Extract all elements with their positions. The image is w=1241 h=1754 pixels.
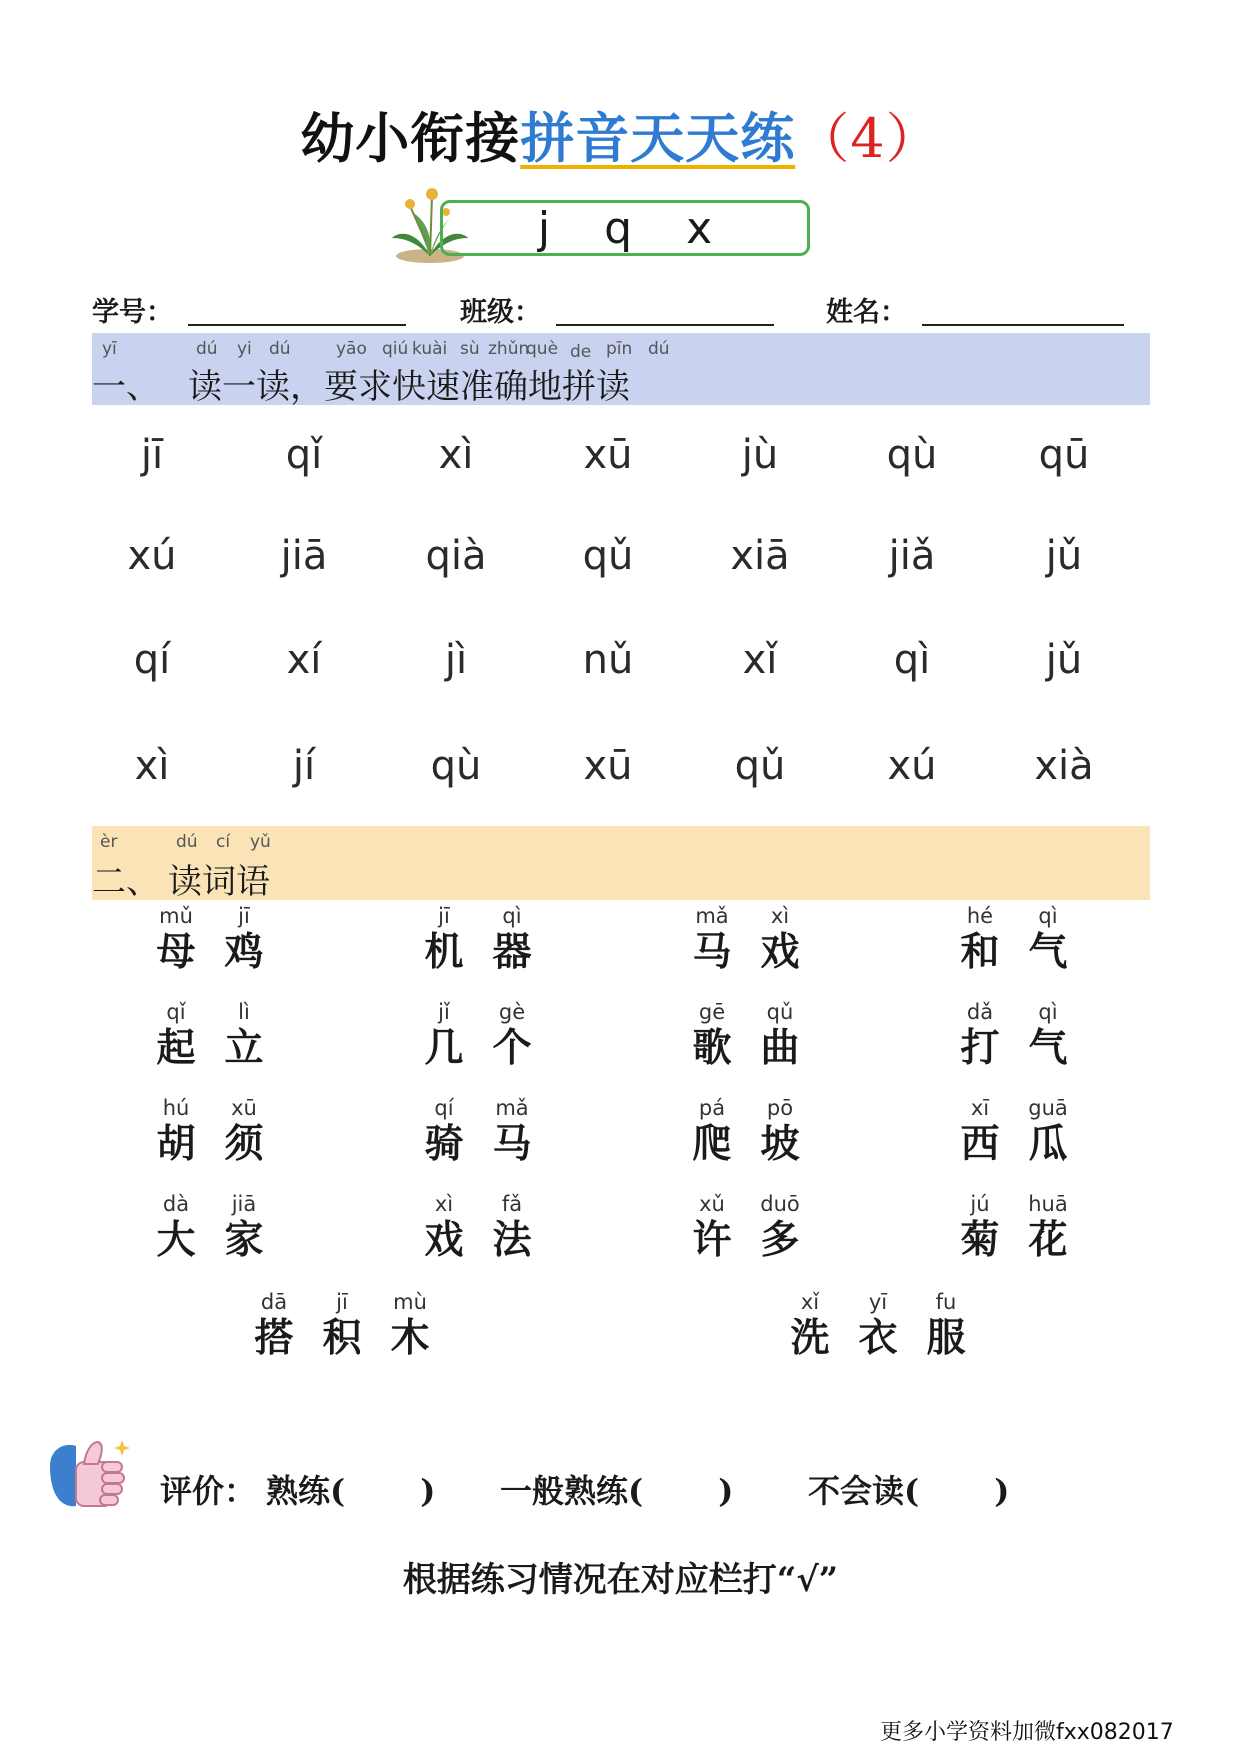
word-pinyin: hé [966,904,994,928]
word-hanzi: 打 [960,1025,1000,1071]
student-no-label: 学号： [92,297,173,328]
section1-title-pinyin: dú [648,339,670,359]
eval-option-average[interactable]: 一般熟练( ) [500,1472,734,1510]
word-pinyin: gè [498,1000,526,1024]
word-pinyin: jī [238,904,250,928]
pinyin-item: qì [893,637,931,683]
word-pinyin: fǎ [501,1192,523,1216]
pinyin-item: xū [583,432,633,478]
pinyin-item: xú [887,743,937,789]
word-pinyin: qǐ [166,1000,186,1024]
word-hanzi: 服 [926,1315,966,1361]
name-field[interactable] [922,324,1124,326]
word-hanzi: 鸡 [224,929,264,975]
thumbs-up-icon [46,1436,132,1514]
word-hanzi: 马 [492,1121,532,1167]
word-pinyin: jú [970,1192,990,1216]
word-pinyin: pō [766,1096,794,1120]
word-hanzi: 胡 [156,1121,196,1167]
word-hanzi: 坡 [760,1121,800,1167]
section1-title-pinyin: dú [196,339,218,359]
word-pinyin: xǐ [800,1290,820,1314]
pinyin-item: xū [583,743,633,789]
section1-title: 读一读，要求快速准确地拼读 [188,367,630,407]
word-pinyin: xī [970,1096,990,1120]
word-pinyin: mù [393,1290,427,1314]
word-hanzi: 搭 [254,1315,294,1361]
word-hanzi: 曲 [760,1025,800,1071]
word-pinyin: qì [1038,904,1058,928]
word-pinyin: xǔ [699,1192,725,1216]
student-no-field[interactable] [188,324,406,326]
section2-title: 读词语 [168,862,270,902]
pinyin-item: qù [430,743,482,789]
section2-title-pinyin: dú [176,832,198,852]
section1-title-pinyin: qiú [382,339,409,359]
section1-title-pinyin: dú [269,339,291,359]
pinyin-item: jiǎ [888,533,936,579]
word-hanzi: 洗 [790,1315,830,1361]
pinyin-item: jǔ [1045,533,1083,579]
title-part1: 幼小衔接 [300,106,521,170]
word-hanzi: 法 [492,1217,532,1263]
word-hanzi: 个 [492,1025,532,1071]
section2-title-pinyin: cí [216,832,231,852]
pinyin-item: xí [286,637,322,683]
word-pinyin: dā [260,1290,288,1314]
section1-title-pinyin: yi [237,339,252,359]
word-hanzi: 马 [692,929,732,975]
pinyin-item: xì [438,432,474,478]
word-hanzi: 菊 [960,1217,1000,1263]
word-hanzi: 爬 [692,1121,732,1167]
section1-title-pinyin: què [526,339,559,359]
name-label: 姓名： [826,297,907,328]
word-hanzi: 家 [224,1217,264,1263]
section1-title-pinyin: pīn [606,339,633,359]
section1-num: 一、 [92,367,160,407]
word-pinyin: guā [1028,1096,1068,1120]
word-hanzi: 许 [692,1217,732,1263]
pinyin-item: xiā [730,533,790,579]
word-hanzi: 机 [424,929,464,975]
word-pinyin: yī [868,1290,888,1314]
class-field[interactable] [556,324,774,326]
word-pinyin: dǎ [966,1000,994,1024]
pinyin-item: qū [1038,432,1090,478]
word-hanzi: 气 [1028,929,1068,975]
word-pinyin: qì [502,904,522,928]
word-pinyin: qì [1038,1000,1058,1024]
pinyin-item: xǐ [742,637,778,683]
pinyin-item: qù [886,432,938,478]
word-hanzi: 起 [156,1025,196,1071]
title-part3: （4） [795,107,941,170]
word-pinyin: mǎ [695,904,729,928]
word-pinyin: xì [434,1192,454,1216]
pinyin-item: xià [1034,743,1094,789]
word-pinyin: mǔ [159,904,193,928]
page-title [0,96,1241,173]
section1-num-pinyin: yī [102,339,117,359]
section1-title-pinyin: sù [460,339,480,359]
word-hanzi: 木 [390,1315,430,1361]
word-pinyin: duō [760,1192,800,1216]
word-pinyin: xì [770,904,790,928]
pinyin-item: jǔ [1045,637,1083,683]
section2-num-pinyin: èr [100,832,118,852]
section1-title-pinyin: de [570,342,592,362]
section2-header [92,826,1150,900]
pinyin-item: jù [741,432,779,478]
word-pinyin: hú [162,1096,190,1120]
word-pinyin: pá [698,1096,726,1120]
word-hanzi: 西 [960,1121,1000,1167]
word-pinyin: jī [438,904,450,928]
letters-box [440,200,810,256]
word-hanzi: 衣 [858,1315,898,1361]
word-hanzi: 瓜 [1028,1121,1068,1167]
instruction-text: 根据练习情况在对应栏打“√” [402,1560,839,1600]
word-hanzi: 气 [1028,1025,1068,1071]
word-pinyin: jǐ [438,1000,450,1024]
word-hanzi: 积 [322,1315,362,1361]
section2-title-pinyin: yǔ [250,832,271,852]
pinyin-item: qǔ [734,743,786,789]
word-hanzi: 几 [424,1025,464,1071]
word-hanzi: 器 [492,929,532,975]
pinyin-item: jì [444,637,468,683]
title-part2: 拼音天天练 [520,106,796,170]
word-pinyin: jiā [231,1192,257,1216]
footer-text: 更多小学资料加微fxx082017 [880,1720,1174,1745]
word-hanzi: 立 [224,1025,264,1071]
word-hanzi: 骑 [424,1121,464,1167]
word-pinyin: qí [434,1096,454,1120]
word-pinyin: huā [1028,1192,1068,1216]
letter-x: x [686,202,713,254]
word-hanzi: 母 [156,929,196,975]
section1-header [92,333,1150,405]
word-hanzi: 和 [960,929,1000,975]
pinyin-item: jī [140,432,164,478]
pinyin-item: qí [133,637,171,683]
pinyin-item: xì [134,743,170,789]
letter-j: j [537,202,551,254]
word-pinyin: qǔ [766,1000,794,1024]
pinyin-item: nǔ [582,637,634,683]
word-hanzi: 须 [224,1121,264,1167]
pinyin-item: jiā [280,533,328,579]
pinyin-item: qǐ [285,432,323,478]
eval-option-cannot[interactable]: 不会读( ) [808,1472,1010,1510]
word-hanzi: 多 [760,1217,800,1263]
section1-title-pinyin: yāo [336,339,367,359]
word-pinyin: jī [336,1290,348,1314]
pinyin-item: qǔ [582,533,634,579]
word-pinyin: mǎ [495,1096,529,1120]
word-hanzi: 歌 [692,1025,732,1071]
word-hanzi: 花 [1028,1217,1068,1263]
word-hanzi: 戏 [424,1217,464,1263]
class-label: 班级： [460,297,541,328]
word-hanzi: 戏 [760,929,800,975]
pinyin-item: qià [425,533,487,579]
section2-num: 二、 [92,862,160,902]
eval-option-fluent[interactable]: 熟练( ) [266,1472,436,1510]
word-pinyin: fu [935,1290,957,1314]
letter-q: q [604,202,633,254]
word-pinyin: xū [231,1096,257,1120]
pinyin-item: jí [292,743,316,789]
word-hanzi: 大 [156,1217,196,1263]
section1-title-pinyin: zhǔn [488,339,530,359]
word-pinyin: gē [698,1000,726,1024]
pinyin-item: xú [127,533,177,579]
evaluation-label: 评价： [160,1472,257,1510]
section1-title-pinyin: kuài [412,339,448,359]
word-pinyin: dà [162,1192,190,1216]
word-pinyin: lì [238,1000,250,1024]
